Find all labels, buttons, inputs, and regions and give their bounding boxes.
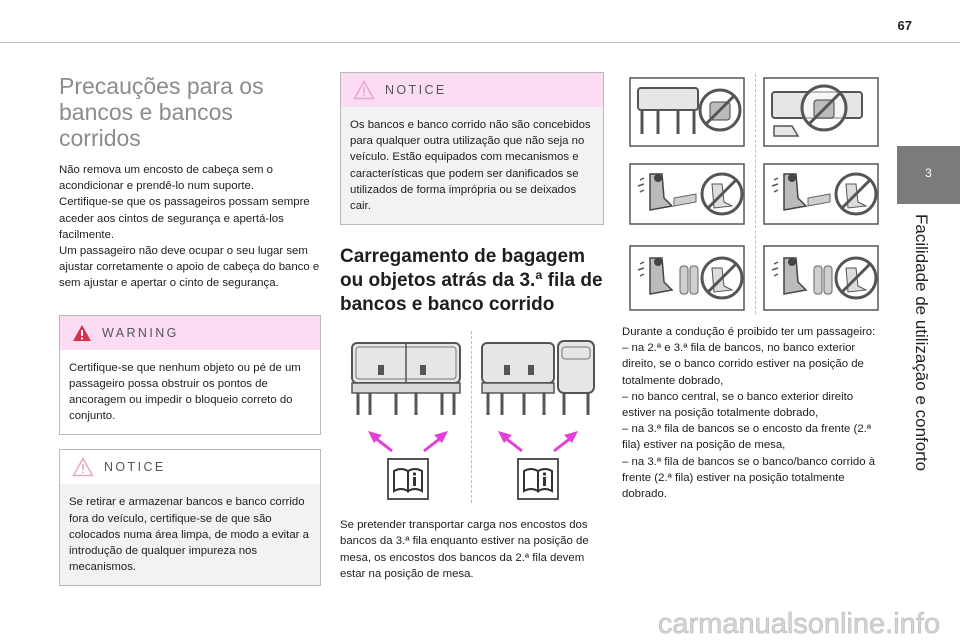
list-item: – no banco central, se o banco exterior direito estiver na posição totalmente dobrado, <box>622 390 854 420</box>
third-row-bench-left <box>350 339 462 419</box>
third-row-bench-right <box>480 339 598 419</box>
chapter-title-text: Facilidade de utilização e conforto <box>912 214 931 472</box>
prohibited-intro: Durante a condução é proibido ter um passageiro: <box>622 326 876 338</box>
prohibited-seat-folded-left <box>628 244 746 312</box>
warning-body <box>60 350 320 435</box>
illustration-divider <box>471 331 472 503</box>
seat-table-illustration <box>340 331 604 511</box>
warning-text: Certifique-se que nenhum objeto ou pé de um passageiro possa obstruir os pontos de ancoragem ou impedir o bloqueio correto do conjunto. <box>69 361 301 423</box>
list-item: – na 3.ª fila de bancos se o encosto da frente (2.ª fila) estiver na posição de mesa, <box>622 423 872 452</box>
notice-triangle-icon <box>72 457 94 477</box>
manual-reference-left <box>360 423 456 503</box>
warning-box <box>59 315 321 436</box>
illustration-divider <box>755 74 756 314</box>
notice-box-storage <box>59 449 321 586</box>
prohibited-seat-table-left <box>628 162 746 226</box>
notice-header <box>60 450 320 484</box>
header-rule <box>0 42 960 43</box>
chapter-number: 3 <box>925 166 932 180</box>
list-item: – na 3.ª fila de bancos se o banco/banco corrido à frente (2.ª fila) estiver na posição totalmente dobrado. <box>622 455 876 501</box>
paragraph-headrest: Não remova um encosto de cabeça sem o acondicionar e prendê-lo num suporte. <box>59 164 274 193</box>
notice-header <box>341 73 603 107</box>
prohibited-passenger-illustration <box>622 72 885 318</box>
column-right <box>622 72 885 502</box>
prohibited-seat-table-right <box>762 162 880 226</box>
luggage-caption: Se pretender transportar carga nos encostos dos bancos da 3.ª fila enquanto estiver na posição de mesa, os encostos dos bancos da 2.ª fila devem estar na posição de mesa. <box>340 519 589 580</box>
warning-label: WARNING <box>102 325 179 340</box>
paragraph-seatbelts: Certifique-se que os passageiros possam sempre aceder aos cintos de segurança e apertá-los facilmente. <box>59 196 310 241</box>
section-title-precautions: Precauções para os bancos e bancos corridos <box>59 73 264 151</box>
notice-text: Se retirar e armazenar bancos e banco corrido fora do veículo, certifique-se de que são colocados numa área limpa, de modo a evitar a introdução de qualquer impureza nos mecanismos. <box>69 496 309 574</box>
notice-body <box>341 107 603 224</box>
chapter-tab[interactable] <box>897 146 960 204</box>
paragraph-passenger: Um passageiro não deve ocupar o seu lugar sem ajustar corretamente o apoio de cabeça do banco e sem ajustar e apertar o cinto de segurança. <box>59 245 320 290</box>
page-number: 67 <box>897 18 912 33</box>
prohibited-bench-folded-right <box>762 76 880 148</box>
list-item: – na 2.ª e 3.ª fila de bancos, no banco exterior direito, se o banco corrido estiver na posição de totalmente dobrado, <box>622 342 864 387</box>
column-left <box>59 73 321 586</box>
watermark-text: carmanualsonline.info <box>657 608 940 640</box>
prohibited-seat-folded-right <box>762 244 880 312</box>
notice-text: Os bancos e banco corrido não são concebidos para qualquer outra utilização que não seja no veículo. Estão equipados com mecanismos e características que podem ser danificados se utilizados de forma imprópria ou se deixados cair. <box>350 119 591 213</box>
notice-label: NOTICE <box>104 460 166 475</box>
warning-header <box>60 316 320 350</box>
notice-body <box>60 484 320 585</box>
notice-box-usage <box>340 72 604 225</box>
watermark <box>606 606 946 640</box>
warning-triangle-icon <box>72 324 92 342</box>
section-title-luggage: Carregamento de bagagem ou objetos atrás da 3.ª fila de bancos e banco corrido <box>340 246 603 316</box>
prohibited-bench-folded-left <box>628 76 746 148</box>
column-middle <box>340 72 604 582</box>
manual-reference-right <box>490 423 586 503</box>
notice-label: NOTICE <box>385 83 447 97</box>
notice-triangle-icon <box>353 80 375 100</box>
prohibited-list <box>622 324 885 502</box>
chapter-title <box>900 214 934 474</box>
